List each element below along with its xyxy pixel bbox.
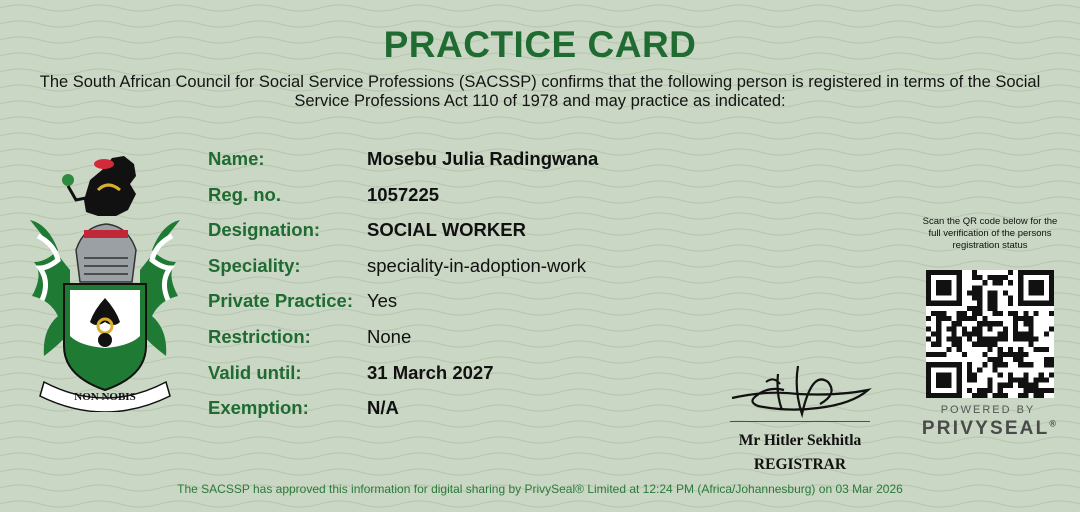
field-row xyxy=(208,354,728,390)
privyseal-logo-text: PRIVYSEAL xyxy=(921,418,1050,439)
qr-instructions: Scan the QR code below for the full verification of the persons registration status xyxy=(922,216,1058,251)
field-row xyxy=(208,176,728,212)
name-label: Name: xyxy=(208,148,265,169)
powered-by-label: POWERED BY xyxy=(940,404,1036,416)
registrar-title: REGISTRAR xyxy=(753,456,847,473)
registrar-signature xyxy=(728,360,873,426)
field-row xyxy=(208,140,728,176)
valid-until-label: Valid until: xyxy=(208,361,302,383)
restriction-value: None xyxy=(367,325,412,347)
reg-no-label: Reg. no. xyxy=(208,183,281,205)
lion-icon xyxy=(62,156,136,216)
name-value: Mosebu Julia Radingwana xyxy=(367,148,599,169)
speciality-label: Speciality: xyxy=(208,254,301,276)
field-row xyxy=(208,389,728,425)
registrar-name: Mr Hitler Sekhitla xyxy=(738,432,862,449)
reg-no-value: 1057225 xyxy=(367,183,440,205)
exemption-value: N/A xyxy=(367,397,399,419)
registered-mark: ® xyxy=(1049,418,1057,429)
designation-label: Designation: xyxy=(208,219,321,241)
verification-qr-code[interactable] xyxy=(926,270,1054,398)
signature-line xyxy=(730,421,870,422)
speciality-value: speciality-in-adoption-work xyxy=(367,254,587,276)
private-practice-value: Yes xyxy=(367,290,398,312)
privyseal-logo xyxy=(918,418,1060,440)
designation-value: SOCIAL WORKER xyxy=(367,219,526,241)
registration-details xyxy=(208,140,728,425)
page-title: PRACTICE CARD xyxy=(383,24,697,65)
sharing-footer: The SACSSP has approved this information for digital sharing by PrivySeal® Limited at 12:24 PM (Africa/Johannesburg) on 03 Mar 2026 xyxy=(177,482,903,496)
crest-motto: NON NOBIS xyxy=(74,391,136,403)
private-practice-label: Private Practice: xyxy=(208,290,354,312)
intro-text: The South African Council for Social Service Professions (SACSSP) confirms that the following person is registered in terms of the Social Service Professions Act 110 of 1978 and may practice as indicated: xyxy=(39,73,1041,110)
restriction-label: Restriction: xyxy=(208,325,311,347)
field-row xyxy=(208,282,728,318)
helmet-icon xyxy=(76,224,136,282)
sacssp-crest-logo xyxy=(24,150,186,412)
field-row xyxy=(208,318,728,354)
valid-until-value: 31 March 2027 xyxy=(367,361,494,383)
field-row xyxy=(208,247,728,283)
field-row xyxy=(208,211,728,247)
exemption-label: Exemption: xyxy=(208,397,309,419)
